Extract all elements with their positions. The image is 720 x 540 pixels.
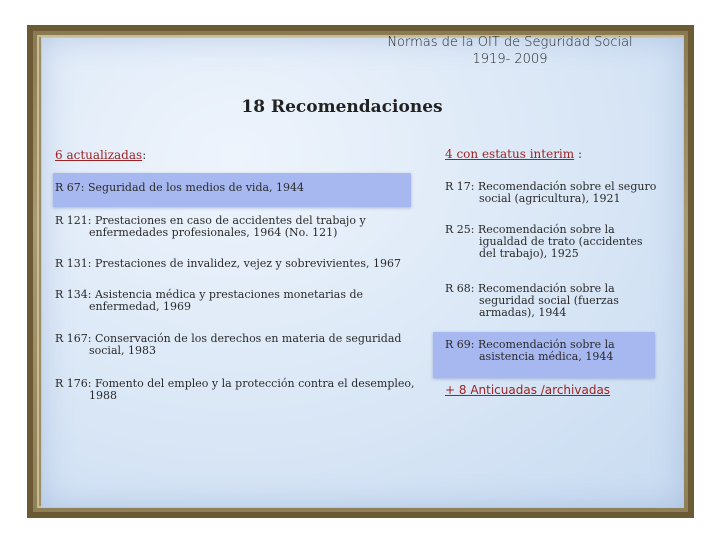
slide-header — [360, 34, 660, 68]
list-item-r69: R 69: Recomendación sobre la asistencia médica, 1944 — [445, 338, 615, 363]
slide-title: 18 Recomendaciones — [241, 97, 443, 117]
header-line-2: 1919- 2009 — [472, 52, 548, 67]
list-item-r17: R 17: Recomendación sobre el seguro social (agricultura), 1921 — [445, 180, 657, 205]
archived-recommendations-link[interactable]: + 8 Anticuadas /archivadas — [445, 383, 611, 397]
list-item-r121: R 121: Prestaciones en caso de accidentes del trabajo y enfermedades profesionales, 1964 (No. 121) — [55, 214, 366, 239]
list-item-r131: R 131: Prestaciones de invalidez, vejez y sobrevivientes, 1967 — [55, 257, 401, 270]
list-item-r68: R 68: Recomendación sobre la seguridad social (fuerzas armadas), 1944 — [445, 282, 619, 319]
right-column-heading — [445, 147, 582, 161]
header-line-1: Normas de la OIT de Seguridad Social — [387, 35, 633, 50]
right-heading-text: 4 con estatus interim — [445, 147, 575, 161]
left-heading-suffix: : — [142, 148, 147, 162]
list-item-r67: R 67: Seguridad de los medios de vida, 1944 — [55, 181, 305, 194]
list-item-r176: R 176: Fomento del empleo y la protección contra el desempleo, 1988 — [55, 377, 415, 402]
right-heading-suffix: : — [574, 147, 582, 161]
list-item-r25: R 25: Recomendación sobre la igualdad de trato (accidentes del trabajo), 1925 — [445, 223, 643, 260]
list-item-r167: R 167: Conservación de los derechos en materia de seguridad social, 1983 — [55, 332, 402, 357]
list-item-r134: R 134: Asistencia médica y prestaciones monetarias de enfermedad, 1969 — [55, 288, 364, 313]
left-heading-text: 6 actualizadas — [55, 148, 143, 162]
left-column-heading — [55, 148, 146, 162]
